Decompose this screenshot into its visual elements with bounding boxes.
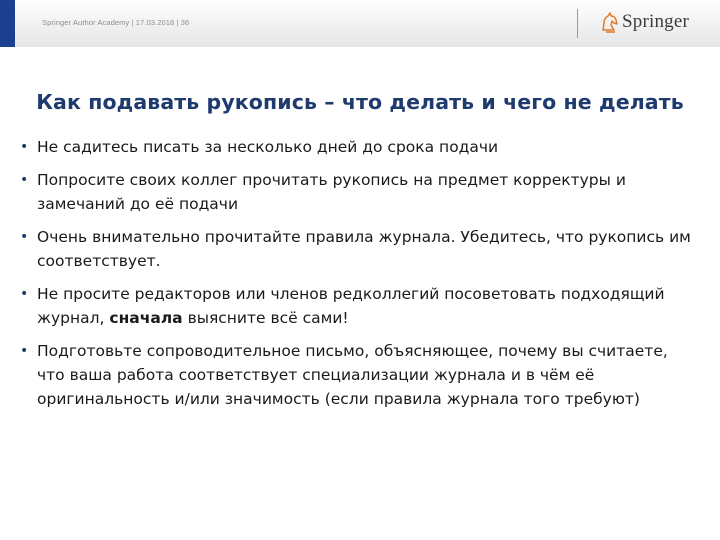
bullet-item [20,168,700,216]
bullet-emphasis: сначала [109,309,183,327]
bullet-marker: • [20,343,29,359]
bullet-item [20,339,700,411]
logo-wordmark: Springer [622,11,690,32]
bullet-item [20,135,700,159]
bullet-marker: • [20,229,29,245]
bullet-text: Попросите своих коллег прочитать рукопись на предмет корректуры и замечаний до её подачи [37,171,626,213]
bullet-marker: • [20,286,29,302]
bullet-marker: • [20,172,29,188]
accent-stripe [0,0,15,47]
slide-footer-text: Springer Author Academy | 17.03.2018 | 36 [42,18,190,27]
springer-horse-icon [600,11,620,33]
bullet-list [20,135,700,420]
slide-title: Как подавать рукопись – что делать и чего не делать [36,90,684,114]
bullet-marker: • [20,139,29,155]
logo-divider [577,9,578,38]
bullet-text: Очень внимательно прочитайте правила журнала. Убедитесь, что рукопись им соответствует. [37,228,691,270]
bullet-text-start: Не просите редакторов или членов редколлегий посоветовать подходящий журнал, [37,285,665,327]
springer-logo [600,11,689,33]
bullet-text: Подготовьте сопроводительное письмо, объясняющее, почему вы считаете, что ваша работа соответствует специализации журнала и в чём её оригинальность и/или значимость (если правила журнала того требуют) [37,342,668,408]
bullet-text: Не садитесь писать за несколько дней до срока подачи [37,138,499,156]
bullet-item [20,225,700,273]
bullet-item [20,282,700,330]
header-bar [0,0,720,47]
bullet-text-end: выясните всё сами! [182,309,349,327]
